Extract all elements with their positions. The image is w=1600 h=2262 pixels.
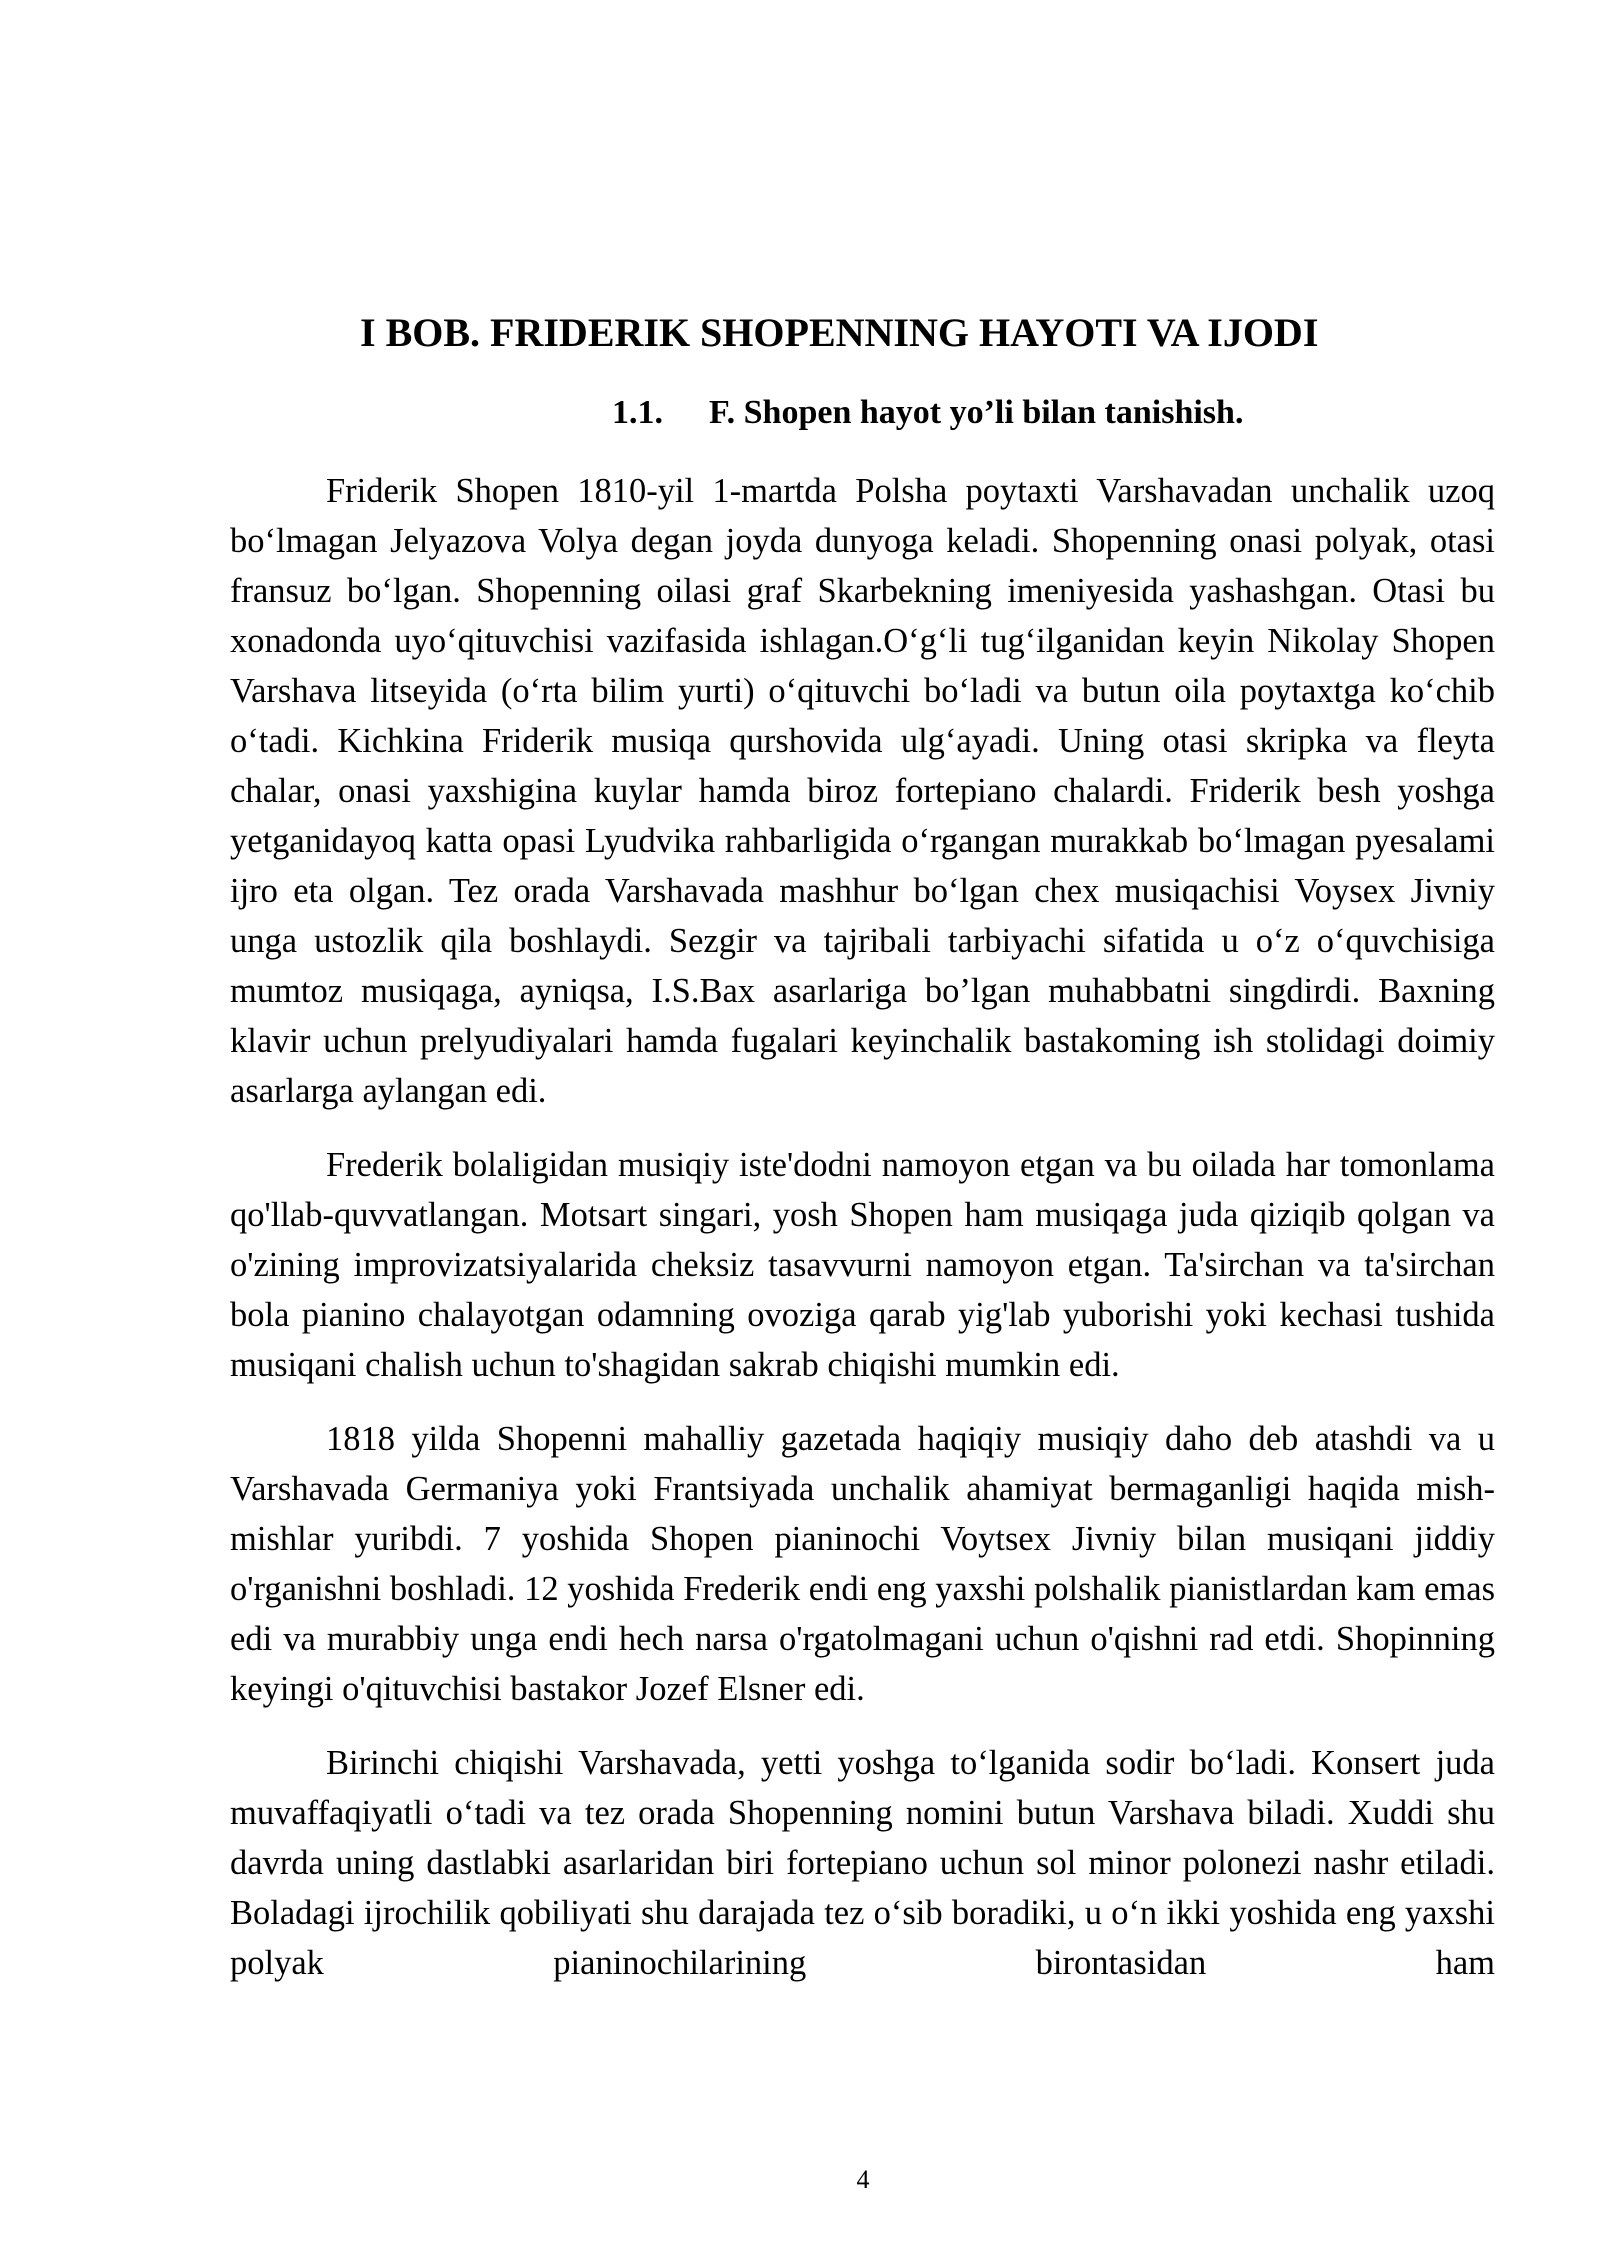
body-text [230, 466, 1495, 1988]
section-number: 1.1. [612, 394, 663, 431]
section-title: F. Shopen hayot yo’li bilan tanishish. [709, 394, 1244, 431]
chapter-title: I BOB. FRIDERIK SHOPENNING HAYOTI VA IJODI [360, 310, 1319, 355]
paragraph-3: 1818 yilda Shopenni mahalliy gazetada haqiqiy musiqiy daho deb atashdi va u Varshavada Germaniya yoki Frantsiyada unchalik ahamiyat bermaganligi haqida mish-mishlar yuribdi. 7 yoshida Shopen pianinochi Voytsex Jivniy bilan musiqani jiddiy o'rganishni boshladi. 12 yoshida Frederik endi eng yaxshi polshalik pianistlardan kam emas edi va murabbiy unga endi hech narsa o'rgatolmagani uchun o'qishni rad etdi. Shopinning keyingi o'qituvchisi bastakor Jozef Elsner edi. [230, 1420, 1495, 1708]
section-heading [612, 388, 1243, 438]
paragraph-4: Birinchi chiqishi Varshavada, yetti yoshga to‘lganida sodir bo‘ladi. Konsert juda muvaffaqiyatli o‘tadi va tez orada Shopenning nomini butun Varshava biladi. Xuddi shu davrda uning dastlabki asarlaridan biri fortepiano uchun sol minor polonezi nashr etiladi. Boladagi ijrochilik qobiliyati shu darajada tez o‘sib boradiki, u o‘n ikki yoshida eng yaxshi polyak pianinochilarining birontasidan ham [230, 1744, 1495, 1982]
page-number: 4 [856, 2165, 870, 2194]
paragraph-1: Friderik Shopen 1810-yil 1-martda Polsha poytaxti Varshavadan unchalik uzoq bo‘lmagan Jelyazova Volya degan joyda dunyoga keladi. Shopenning onasi polyak, otasi fransuz bo‘lgan. Shopenning oilasi graf Skarbekning imeniyesida yashashgan. Otasi bu xonadonda uyo‘qituvchisi vazifasida ishlagan.O‘g‘li tug‘ilganidan keyin Nikolay Shopen Varshava litseyida (o‘rta bilim yurti) o‘qituvchi bo‘ladi va butun oila poytaxtga ko‘chib o‘tadi. Kichkina Friderik musiqa qurshovida ulg‘ayadi. Uning otasi skripka va fleyta chalar, onasi yaxshigina kuylar hamda biroz fortepiano chalardi. Friderik besh yoshga yetganidayoq katta opasi Lyudvika rahbarligida o‘rgangan murakkab bo‘lmagan pyesalami ijro eta olgan. Tez orada Varshavada mashhur bo‘lgan chex musiqachisi Voysex Jivniy unga ustozlik qila boshlaydi. Sezgir va tajribali tarbiyachi sifatida u o‘z o‘quvchisiga mumtoz musiqaga, ayniqsa, I.S.Bax asarlariga bo’lgan muhabbatni singdirdi. Baxning klavir uchun prelyudiyalari hamda fugalari keyinchalik bastakoming ish stolidagi doimiy asarlarga aylangan edi. [230, 472, 1495, 1110]
paragraph-2: Frederik bolaligidan musiqiy iste'dodni namoyon etgan va bu oilada har tomonlama qo'llab-quvvatlangan. Motsart singari, yosh Shopen ham musiqaga juda qiziqib qolgan va o'zining improvizatsiyalarida cheksiz tasavvurni namoyon etgan. Ta'sirchan va ta'sirchan bola pianino chalayotgan odamning ovoziga qarab yig'lab yuborishi yoki kechasi tushida musiqani chalish uchun to'shagidan sakrab chiqishi mumkin edi. [230, 1146, 1495, 1384]
